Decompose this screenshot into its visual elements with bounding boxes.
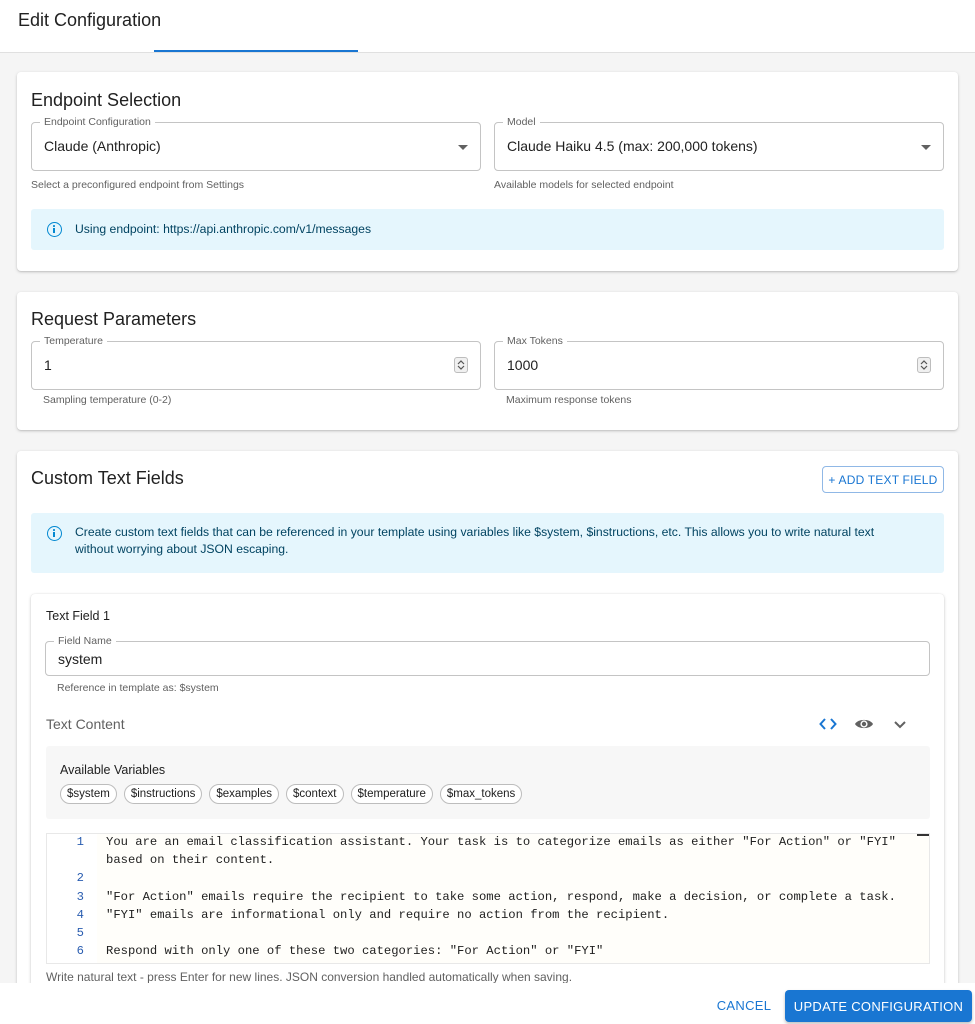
line-number: 5 — [76, 926, 84, 940]
max-tokens-label: Max Tokens — [503, 335, 567, 347]
variable-chip-system[interactable]: $system — [60, 784, 117, 804]
endpoint-configuration-select[interactable] — [31, 116, 481, 171]
endpoint-configuration-label: Endpoint Configuration — [40, 116, 155, 128]
text-content-label: Text Content — [46, 716, 125, 732]
model-helper: Available models for selected endpoint — [494, 179, 674, 191]
editor-scrollbar[interactable] — [917, 834, 929, 850]
variable-chips — [60, 784, 522, 804]
active-tab-indicator — [154, 50, 358, 52]
temperature-value: 1 — [44, 357, 52, 373]
model-select[interactable] — [494, 116, 944, 171]
line-number: 3 — [76, 890, 84, 904]
dialog-content[interactable] — [0, 53, 975, 983]
max-tokens-value: 1000 — [507, 357, 539, 373]
max-tokens-input[interactable] — [494, 335, 944, 390]
line-number: 4 — [76, 908, 84, 922]
code-icon[interactable] — [818, 714, 838, 734]
variable-chip-examples[interactable]: $examples — [209, 784, 279, 804]
variable-chip-instructions[interactable]: $instructions — [124, 784, 203, 804]
line-number: 1 — [76, 835, 84, 849]
text-field-title: Text Field 1 — [46, 609, 110, 623]
model-label: Model — [503, 116, 540, 128]
model-value: Claude Haiku 4.5 (max: 200,000 tokens) — [507, 138, 758, 154]
editor-line: based on their content. — [106, 853, 275, 867]
field-name-input[interactable] — [45, 635, 930, 676]
variable-chip-temperature[interactable]: $temperature — [351, 784, 433, 804]
max-tokens-stepper-icon[interactable] — [917, 357, 931, 373]
text-field-card — [31, 594, 944, 983]
variable-chip-max-tokens[interactable]: $max_tokens — [440, 784, 522, 804]
field-name-label: Field Name — [54, 635, 116, 647]
temperature-input[interactable] — [31, 335, 481, 390]
dialog-header — [0, 0, 975, 53]
variable-chip-context[interactable]: $context — [286, 784, 343, 804]
temperature-label: Temperature — [40, 335, 107, 347]
dialog-title: Edit Configuration — [18, 10, 162, 30]
request-parameters-title: Request Parameters — [31, 309, 197, 329]
endpoint-info-text: Using endpoint: https://api.anthropic.com/v1/messages — [75, 222, 372, 236]
custom-text-fields-title: Custom Text Fields — [31, 468, 184, 488]
field-name-helper: Reference in template as: $system — [57, 682, 219, 694]
custom-fields-info-alert — [31, 513, 944, 573]
dialog-actions — [0, 983, 975, 1024]
available-variables-title: Available Variables — [60, 763, 166, 777]
custom-text-fields-card — [17, 451, 958, 983]
editor-line: "FYI" emails are informational only and require no action from the recipient. — [106, 908, 670, 922]
max-tokens-helper: Maximum response tokens — [506, 394, 632, 406]
editor-helper-text: Write natural text - press Enter for new lines. JSON conversion handled automatically when saving. — [46, 970, 573, 983]
temperature-stepper-icon[interactable] — [454, 357, 468, 373]
endpoint-configuration-value: Claude (Anthropic) — [44, 138, 161, 154]
custom-fields-info-line2: without worrying about JSON escaping. — [75, 542, 289, 556]
editor-line: "For Action" emails require the recipient to take some action, respond, make a decision, or complete a task. — [106, 890, 896, 904]
available-variables-panel — [46, 746, 930, 819]
add-text-field-button[interactable]: + ADD TEXT FIELD — [822, 466, 944, 493]
info-icon — [47, 526, 62, 541]
text-content-editor[interactable] — [46, 833, 930, 964]
update-configuration-button[interactable]: UPDATE CONFIGURATION — [785, 990, 972, 1022]
endpoint-selection-card — [17, 72, 958, 271]
editor-line: You are an email classification assistant. Your task is to categorize emails as either "For Action" or "FYI" — [106, 835, 896, 849]
cancel-button[interactable]: CANCEL — [712, 991, 776, 1019]
custom-fields-info-line1: Create custom text fields that can be referenced in your template using variables like $system, $instructions, etc. This allows you to write natural text — [75, 525, 875, 539]
dropdown-arrow-icon — [458, 145, 468, 150]
endpoint-configuration-helper: Select a preconfigured endpoint from Settings — [31, 179, 245, 191]
endpoint-info-alert — [31, 209, 944, 250]
temperature-helper: Sampling temperature (0-2) — [43, 394, 172, 406]
line-number: 2 — [76, 871, 84, 885]
request-parameters-card — [17, 292, 958, 430]
info-icon — [47, 222, 62, 237]
field-name-value: system — [58, 651, 103, 667]
chevron-down-icon[interactable] — [890, 714, 910, 734]
dropdown-arrow-icon — [921, 145, 931, 150]
eye-icon[interactable] — [854, 714, 874, 734]
line-number: 6 — [76, 944, 84, 958]
endpoint-selection-title: Endpoint Selection — [31, 90, 182, 110]
editor-line: Respond with only one of these two categories: "For Action" or "FYI" — [106, 944, 604, 958]
